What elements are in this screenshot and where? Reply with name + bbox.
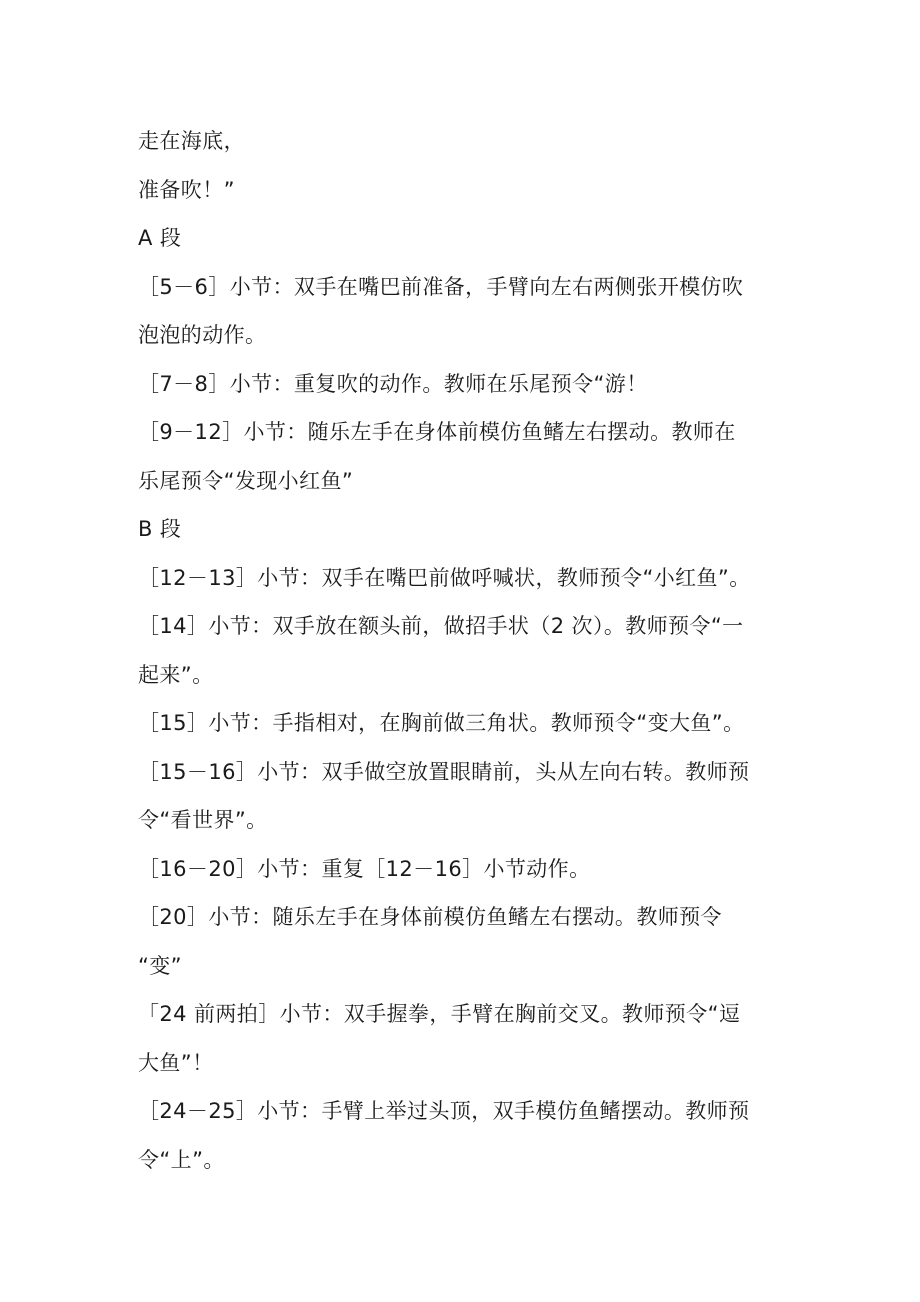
- section-heading-b: B 段: [138, 517, 182, 541]
- text-line: ［12－13］小节：双手在嘴巴前做呼喊状，教师预令“小红鱼”。: [138, 565, 751, 590]
- text-line: ［20］小节：随乐左手在身体前模仿鱼鳍左右摆动。教师预令: [138, 905, 722, 929]
- text-line: 令“上”。: [138, 1147, 225, 1172]
- text-line: 泡泡的动作。: [138, 323, 267, 347]
- text-line: 起来”。: [138, 662, 214, 687]
- text-line: ［7－8］小节：重复吹的动作。教师在乐尾预令“游！: [138, 371, 648, 396]
- text-line: 令“看世界”。: [138, 808, 268, 832]
- text-line: 走在海底，: [138, 129, 245, 153]
- text-line: ［5－6］小节：双手在嘴巴前准备，手臂向左右两侧张开模仿吹: [138, 274, 744, 299]
- text-line: 大鱼”！: [138, 1050, 214, 1075]
- text-line: ［9－12］小节：随乐左手在身体前模仿鱼鳍左右摆动。教师在: [138, 420, 736, 444]
- document-body: [138, 117, 788, 1184]
- section-heading-a: A 段: [138, 226, 182, 250]
- text-line: 乐尾预令“发现小红鱼”: [138, 468, 354, 493]
- text-line: ［24－25］小节：手臂上举过头顶，双手模仿鱼鳍摆动。教师预: [138, 1099, 750, 1123]
- text-line: “变”: [138, 953, 182, 978]
- text-line: ［15］小节：手指相对，在胸前做三角状。教师预令“变大鱼”。: [138, 711, 745, 735]
- text-line: ［16－20］小节：重复［12－16］小节动作。: [138, 856, 591, 881]
- text-line: ［15－16］小节：双手做空放置眼睛前，头从左向右转。教师预: [138, 759, 750, 784]
- text-line: 「24 前两拍］小节：双手握拳，手臂在胸前交叉。教师预令“逗: [138, 1002, 741, 1026]
- text-line: 准备吹！”: [138, 177, 235, 202]
- text-line: ［14］小节：双手放在额头前，做招手状（2 次）。教师预令“一: [138, 614, 744, 638]
